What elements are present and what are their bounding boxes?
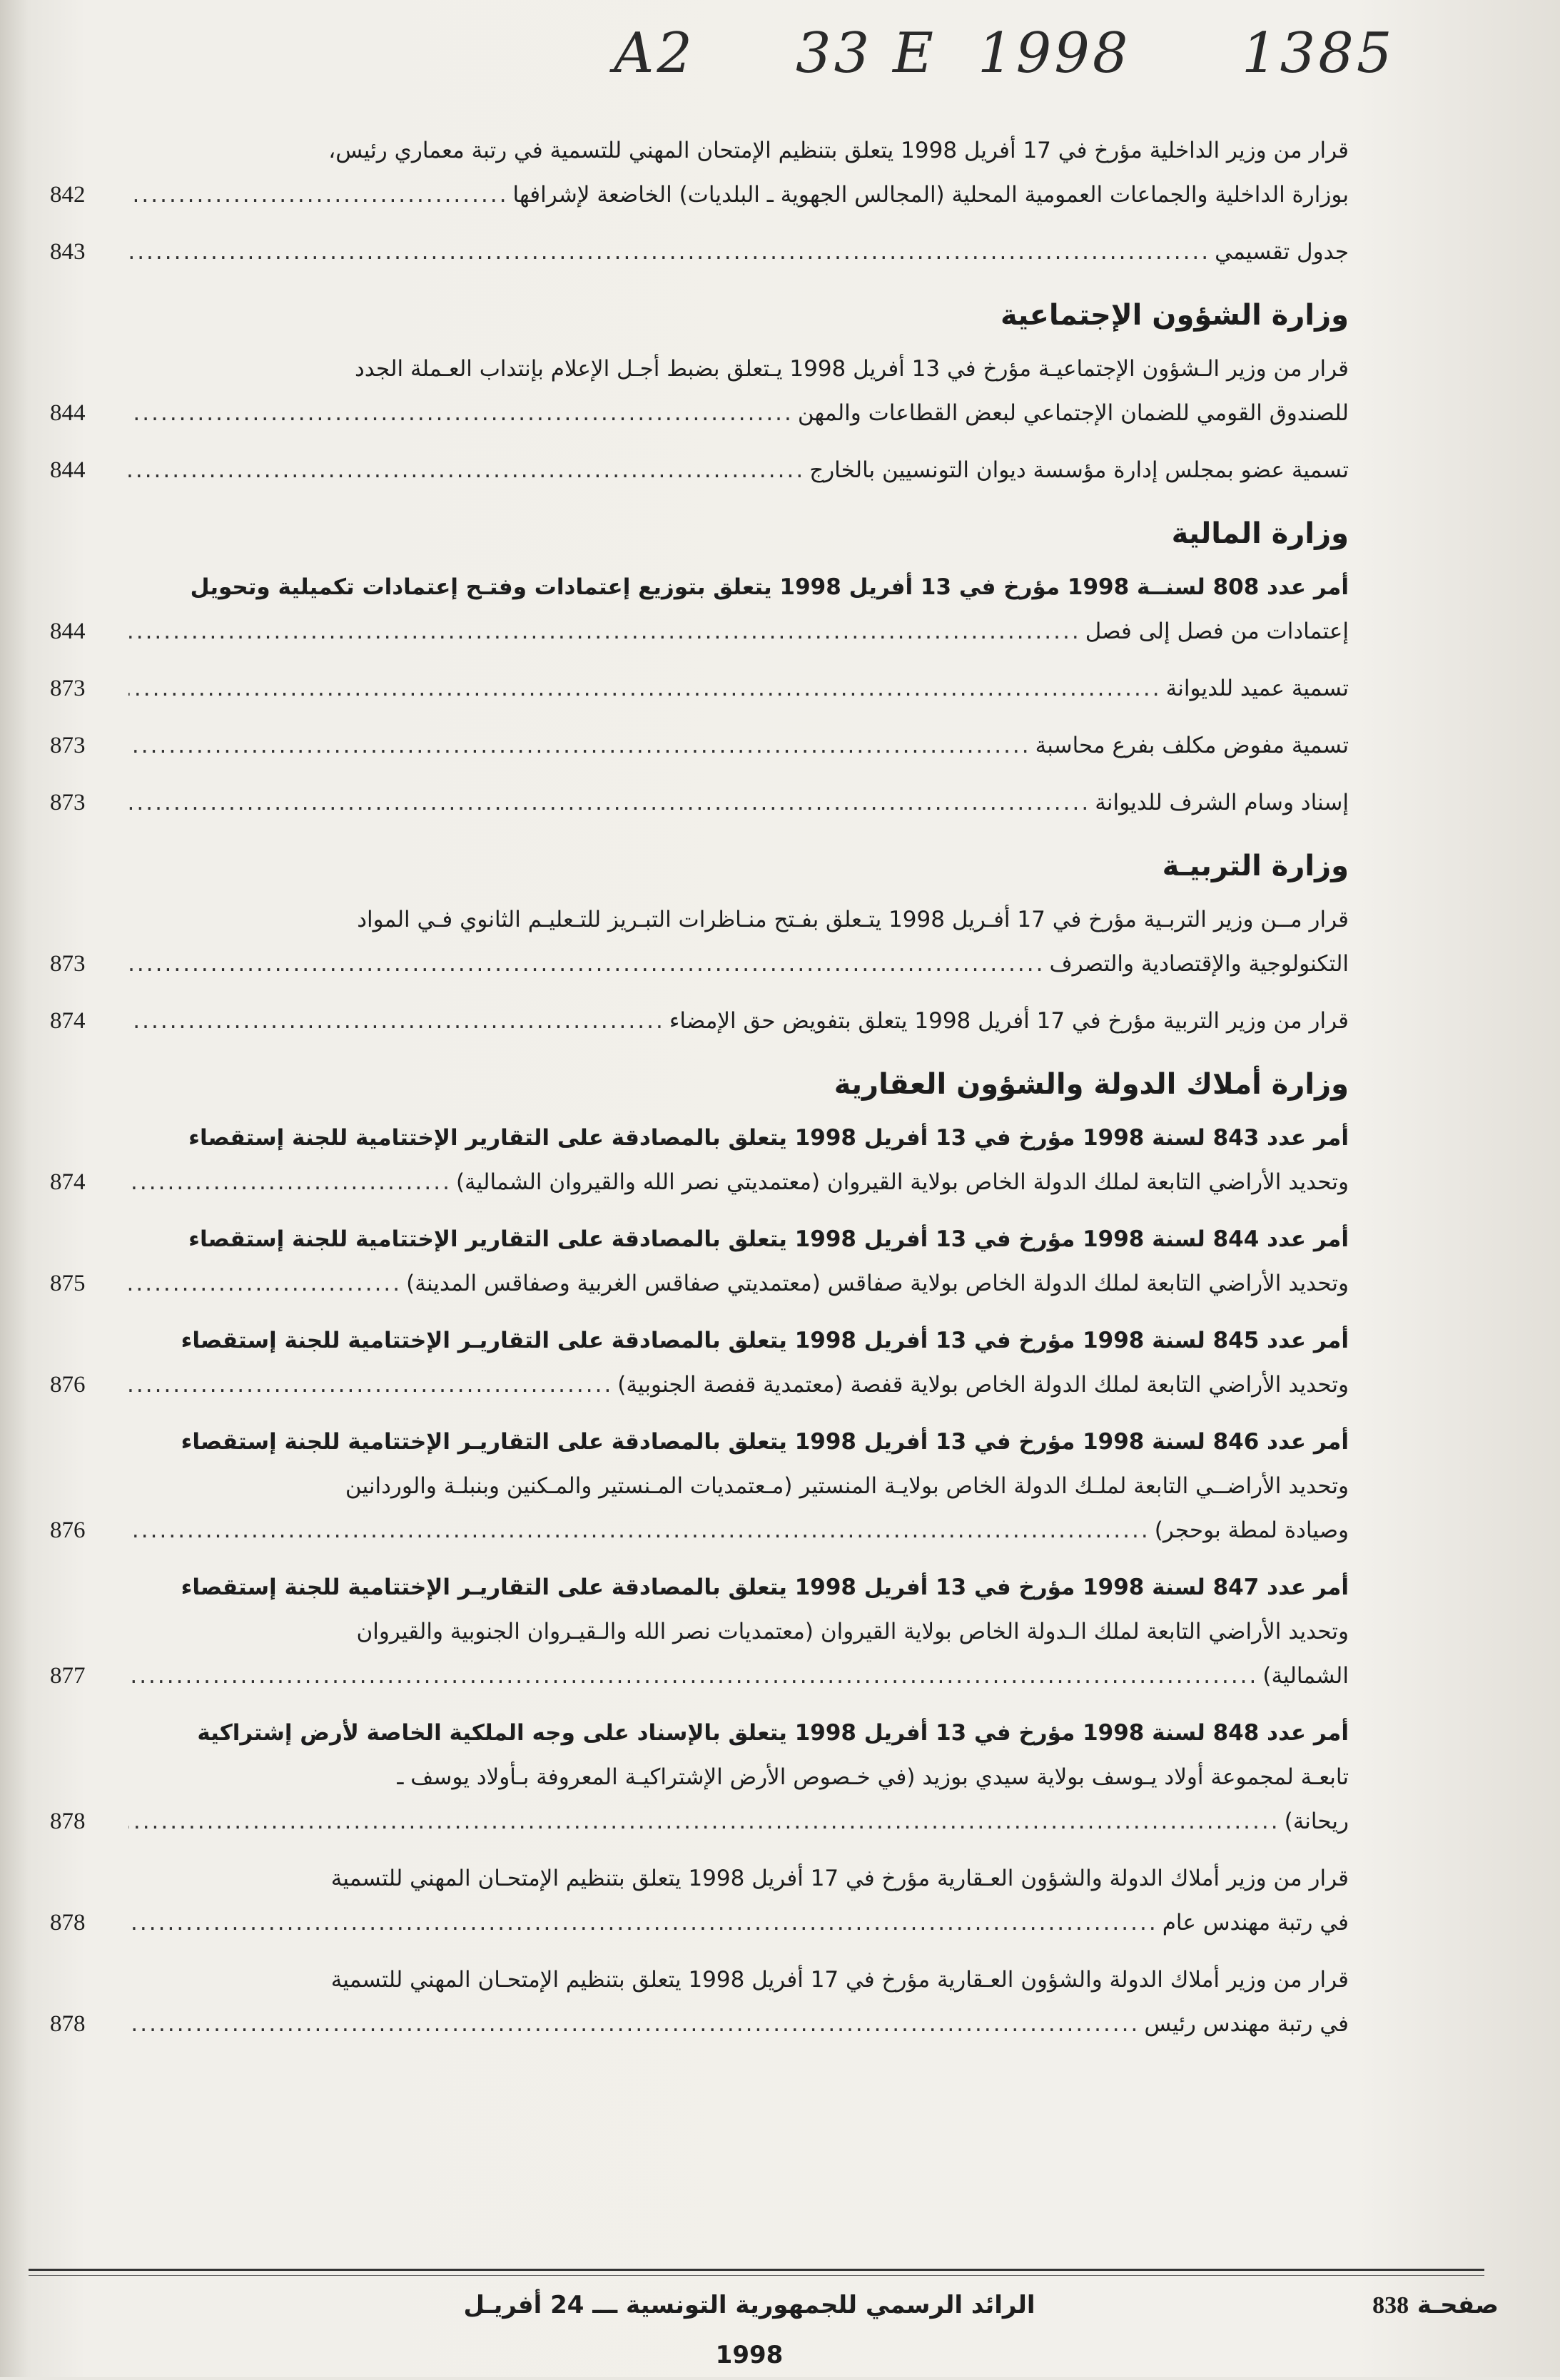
toc-entry	[50, 230, 1349, 274]
entry-text: في رتبة مهندس عام	[1162, 1910, 1349, 1936]
entry-line	[128, 1958, 1349, 2002]
entry-line	[128, 1755, 1349, 1799]
entry-page-number: 878	[50, 1809, 86, 1834]
entry-line	[128, 347, 1349, 391]
entry-line	[128, 1160, 1349, 1204]
entry-line	[128, 942, 1349, 986]
entry-page-number: 877	[50, 1663, 86, 1689]
entry-page-number: 844	[50, 619, 86, 644]
toc-entry	[50, 1565, 1349, 1698]
entry-text: أمر عدد 844 لسنة 1998 مؤرخ في 13 أفريل 1998 يتعلق بالمصادقة على التقارير الإختتامية للجنة إستقصاء	[188, 1226, 1349, 1252]
entry-text: تسمية عضو بمجلس إدارة مؤسسة ديوان التونسيين بالخارج	[809, 457, 1349, 483]
handwritten-note-year: 1998	[978, 21, 1131, 86]
footer-page-number	[1327, 2280, 1499, 2330]
entry-text: أمر عدد 843 لسنة 1998 مؤرخ في 13 أفريل 1998 يتعلق بالمصادقة على التقارير الإختتامية للجنة إستقصاء	[188, 1125, 1349, 1151]
dot-leader	[128, 1363, 613, 1407]
dot-leader	[128, 609, 1081, 654]
section-heading: وزارة المالية	[1171, 517, 1349, 550]
entry-line	[128, 128, 1349, 173]
entry-page-number: 876	[50, 1517, 86, 1543]
entry-text: ريحانة)	[1284, 1809, 1349, 1834]
toc-entry	[50, 999, 1349, 1043]
entry-page-number: 842	[50, 182, 86, 208]
entry-line	[128, 1654, 1349, 1698]
entry-line	[128, 780, 1349, 825]
entry-page-number: 875	[50, 1271, 86, 1296]
entry-page-number: 873	[50, 733, 86, 758]
entry-page-number: 878	[50, 1910, 86, 1936]
entry-line	[128, 1420, 1349, 1464]
entry-text: وصيادة لمطة بوحجر)	[1154, 1517, 1349, 1543]
entry-line	[128, 1261, 1349, 1306]
entry-page-number: 844	[50, 400, 86, 426]
entry-text: وتحديد الأراضي التابعة لملك الـدولة الخاص بولاية القيروان (معتمديات نصر الله والـقيـروان الجنوبية والقيروان	[356, 1619, 1349, 1644]
entry-page-number: 873	[50, 951, 86, 977]
entry-text: وتحديد الأراضي التابعة لملك الدولة الخاص بولاية قفصة (معتمدية قفصة الجنوبية)	[617, 1372, 1349, 1398]
entry-page-number: 874	[50, 1169, 86, 1195]
entry-text: للصندوق القومي للضمان الإجتماعي لبعض القطاعات والمهن	[797, 400, 1349, 426]
entry-line	[128, 1565, 1349, 1609]
entry-text: إعتمادات من فصل إلى فصل	[1085, 619, 1349, 644]
entry-line	[128, 723, 1349, 768]
entry-text: قرار من وزير التربية مؤرخ في 17 أفريل 1998 يتعلق بتفويض حق الإمضاء	[669, 1008, 1349, 1034]
dot-leader	[128, 723, 1031, 768]
entry-text: أمر عدد 847 لسنة 1998 مؤرخ في 13 أفريل 1998 يتعلق بالمصادقة على التقاريـر الإختتامية للجنة إستقصاء	[181, 1575, 1349, 1600]
entry-text: أمر عدد 845 لسنة 1998 مؤرخ في 13 أفريل 1998 يتعلق بالمصادقة على التقاريـر الإختتامية للجنة إستقصاء	[181, 1328, 1349, 1353]
footer-journal-title: الرائد الرسمي للجمهورية التونسية ـــ 24 أفريـل 1998	[463, 2291, 1035, 2369]
entry-line	[128, 2002, 1349, 2046]
toc-entry	[50, 128, 1349, 217]
entry-line	[128, 1609, 1349, 1654]
entry-line	[128, 1217, 1349, 1261]
entry-text: وتحديد الأراضــي التابعة لملـك الدولة الخاص بولايـة المنستير (مـعتمديات المـنستير والمـكنين وبنبلـة والوردانين	[345, 1473, 1349, 1499]
entry-page-number: 873	[50, 676, 86, 701]
entry-line	[128, 565, 1349, 609]
entry-text: قرار من وزير أملاك الدولة والشؤون العـقارية مؤرخ في 17 أفريل 1998 يتعلق بتنظيم الإمتحـان المهني للتسمية	[330, 1967, 1349, 1993]
section-heading: وزارة الشؤون الإجتماعية	[1000, 299, 1349, 332]
toc-entry	[50, 1958, 1349, 2046]
section-heading: وزارة أملاك الدولة والشؤون العقارية	[834, 1068, 1349, 1101]
entry-page-number: 844	[50, 457, 86, 483]
entry-line	[128, 1116, 1349, 1160]
dot-leader	[128, 230, 1210, 274]
entry-text: تسمية مفوض مكلف بفرع محاسبة	[1035, 733, 1349, 758]
toc-entry	[50, 1711, 1349, 1844]
dot-leader	[128, 2002, 1140, 2046]
entry-line	[128, 391, 1349, 435]
entry-text: قرار من وزير الداخلية مؤرخ في 17 أفريل 1998 يتعلق بتنظيم الإمتحان المهني للتسمية في رتبة معماري رئيس،	[328, 138, 1349, 163]
page-label: صفحـة	[1417, 2291, 1499, 2319]
toc-entry	[50, 723, 1349, 768]
entry-line	[128, 1799, 1349, 1844]
entry-text: قرار مــن وزير التربـية مؤرخ في 17 أفـريل 1998 يتـعلق بفـتح منـاظرات التبـريز للتـعليـم الثانوي فـي المواد	[357, 907, 1349, 932]
dot-leader	[128, 780, 1090, 825]
entry-line	[128, 230, 1349, 274]
toc-entry	[50, 1116, 1349, 1204]
entry-line	[128, 666, 1349, 711]
toc-entry	[50, 565, 1349, 654]
entry-text: تسمية عميد للديوانة	[1165, 676, 1349, 701]
dot-leader	[128, 1160, 452, 1204]
toc-entry	[50, 1856, 1349, 1945]
dot-leader	[128, 391, 794, 435]
entry-line	[128, 448, 1349, 492]
entry-text: قرار من وزير أملاك الدولة والشؤون العـقارية مؤرخ في 17 أفريل 1998 يتعلق بتنظيم الإمتحـان المهني للتسمية	[330, 1866, 1349, 1891]
entry-line	[128, 173, 1349, 217]
entry-line	[128, 1363, 1349, 1407]
dot-leader	[128, 999, 665, 1043]
toc-entry	[50, 347, 1349, 435]
entry-text: أمر عدد 848 لسنة 1998 مؤرخ في 13 أفريل 1998 يتعلق بالإسناد على وجه الملكية الخاصة لأرض إشتراكية	[197, 1720, 1349, 1746]
dot-leader	[128, 1654, 1258, 1698]
entry-text: وتحديد الأراضي التابعة لملك الدولة الخاص بولاية صفاقس (معتمديتي صفاقس الغربية وصفاقس المدينة)	[406, 1271, 1349, 1296]
toc-entry	[50, 1217, 1349, 1306]
entry-text: التكنولوجية والإقتصادية والتصرف	[1049, 951, 1349, 977]
handwritten-note-a2: A2	[614, 21, 695, 86]
entry-line	[128, 609, 1349, 654]
page-number: 838	[1372, 2292, 1409, 2319]
entry-text: أمر عدد 808 لسنــة 1998 مؤرخ في 13 أفريل 1998 يتعلق بتوزيع إعتمادات وفتـح إعتمادات تكميلية وتحويل	[190, 574, 1349, 600]
entry-text: أمر عدد 846 لسنة 1998 مؤرخ في 13 أفريل 1998 يتعلق بالمصادقة على التقاريـر الإختتامية للجنة إستقصاء	[181, 1429, 1349, 1455]
entry-text: الشمالية)	[1262, 1663, 1349, 1689]
dot-leader	[128, 1508, 1150, 1552]
entry-line	[128, 1856, 1349, 1901]
dot-leader	[128, 1901, 1158, 1945]
toc-entry	[50, 780, 1349, 825]
entry-text: وتحديد الأراضي التابعة لملك الدولة الخاص بولاية القيروان (معتمديتي نصر الله والقيروان الشمالية)	[455, 1169, 1349, 1195]
toc-entry	[50, 666, 1349, 711]
section-heading: وزارة التربيـة	[1162, 850, 1349, 883]
entry-line	[128, 897, 1349, 942]
entry-text: تابعـة لمجموعة أولاد يـوسف بولاية سيدي بوزيد (في خـصوص الأرض الإشتراكيـة المعروفة بـأولاد يوسف ـ	[397, 1764, 1349, 1790]
footer-divider	[29, 2269, 1484, 2276]
entry-line	[128, 1464, 1349, 1508]
dot-leader	[128, 942, 1045, 986]
entry-text: في رتبة مهندس رئيس	[1144, 2011, 1349, 2037]
handwritten-note-number: 1385	[1242, 21, 1395, 86]
dot-leader	[128, 173, 509, 217]
dot-leader	[128, 666, 1162, 711]
entry-line	[128, 1508, 1349, 1552]
entry-page-number: 876	[50, 1372, 86, 1398]
toc-entry	[50, 448, 1349, 492]
table-of-contents	[50, 128, 1349, 2059]
dot-leader	[128, 1261, 402, 1306]
entry-page-number: 874	[50, 1008, 86, 1034]
entry-line	[128, 1901, 1349, 1945]
dot-leader	[128, 448, 805, 492]
handwritten-note-code: 33 E	[796, 21, 936, 86]
entry-page-number: 878	[50, 2011, 86, 2037]
entry-text: جدول تقسيمي	[1215, 239, 1349, 265]
entry-text: بوزارة الداخلية والجماعات العمومية المحلية (المجالس الجهوية ـ البلديات) الخاضعة لإشرافها	[512, 182, 1349, 208]
entry-text: إسناد وسام الشرف للديوانة	[1095, 790, 1349, 815]
entry-text: قرار من وزير الـشؤون الإجتماعيـة مؤرخ في 13 أفريل 1998 يـتعلق بضبط أجـل الإعلام بإنتداب العـملة الجدد	[354, 356, 1349, 382]
entry-line	[128, 1711, 1349, 1755]
entry-line	[128, 1318, 1349, 1363]
entry-line	[128, 999, 1349, 1043]
entry-page-number: 873	[50, 790, 86, 815]
toc-entry	[50, 1318, 1349, 1407]
entry-page-number: 843	[50, 239, 86, 265]
dot-leader	[128, 1799, 1280, 1844]
toc-entry	[50, 1420, 1349, 1552]
toc-entry	[50, 897, 1349, 986]
